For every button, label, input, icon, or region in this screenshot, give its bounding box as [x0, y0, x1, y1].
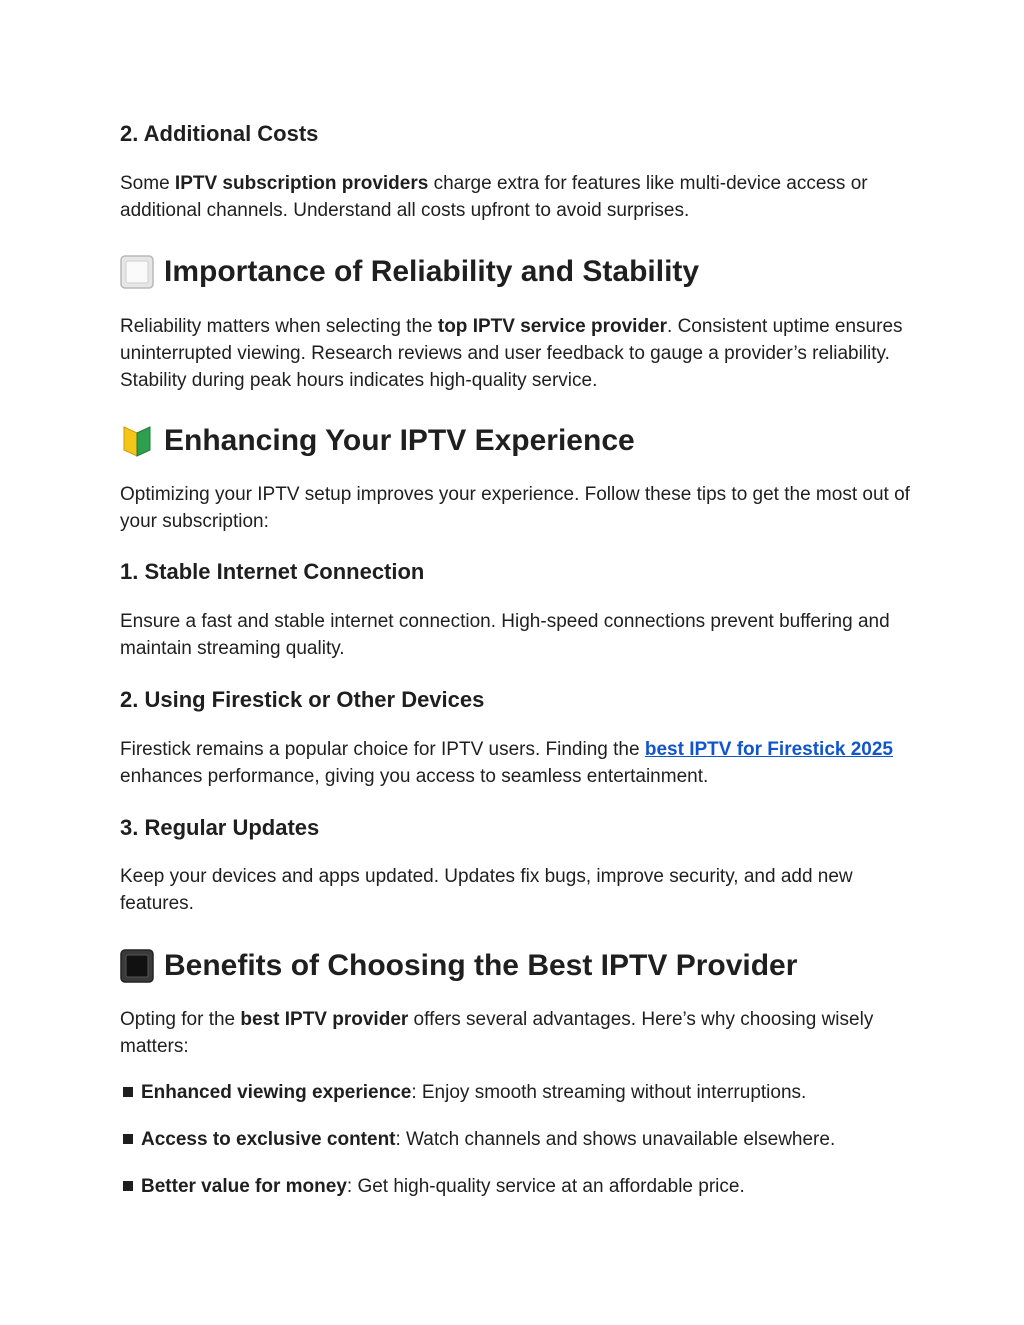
paragraph-reliability: [120, 313, 910, 394]
black-square-button-icon: [120, 949, 154, 983]
heading-text: Importance of Reliability and Stability: [164, 255, 700, 288]
paragraph-firestick: [120, 736, 910, 790]
text-span: : Watch channels and shows unavailable elsewhere.: [395, 1129, 836, 1150]
paragraph-stable-internet: Ensure a fast and stable internet connection. High-speed connections prevent buffering and maintain streaming quality.: [120, 611, 890, 659]
best-iptv-firestick-link[interactable]: best IPTV for Firestick 2025: [644, 739, 894, 760]
heading-additional-costs: 2. Additional Costs: [120, 121, 319, 146]
bold-span: best IPTV provider: [240, 1009, 409, 1030]
heading-text: Benefits of Choosing the Best IPTV Provider: [164, 949, 798, 982]
paragraph-regular-updates: Keep your devices and apps updated. Updates fix bugs, improve security, and add new features.: [120, 866, 853, 914]
list-item: [120, 1173, 910, 1200]
square-bullet-icon: [123, 1134, 133, 1144]
text-span: charge extra for features like multi-device access or additional channels. Understand all costs upfront to avoid surprises.: [120, 173, 868, 221]
text-span: Some: [120, 173, 175, 194]
heading-stable-internet: 1. Stable Internet Connection: [120, 559, 425, 584]
beginner-symbol-icon: [120, 424, 154, 458]
text-span: Reliability matters when selecting the: [120, 316, 438, 337]
heading-firestick: 2. Using Firestick or Other Devices: [120, 687, 485, 712]
text-span: : Enjoy smooth streaming without interruptions.: [411, 1082, 807, 1103]
bold-span: Enhanced viewing experience: [141, 1082, 412, 1103]
heading-benefits: [120, 947, 797, 985]
paragraph-additional-costs: [120, 170, 910, 224]
text-span: offers several advantages. Here’s why choosing wisely matters:: [120, 1009, 874, 1057]
text-span: : Get high-quality service at an affordable price.: [346, 1176, 745, 1197]
text-span: Firestick remains a popular choice for IPTV users. Finding the: [120, 739, 645, 760]
heading-text: Enhancing Your IPTV Experience: [164, 424, 635, 457]
paragraph-benefits: [120, 1006, 910, 1060]
bold-span: top IPTV service provider: [437, 316, 668, 337]
list-item: [120, 1079, 910, 1106]
heading-enhancing: [120, 422, 635, 460]
text-span: Opting for the: [120, 1009, 241, 1030]
heading-reliability: [120, 253, 699, 291]
text-span: . Consistent uptime ensures uninterrupted viewing. Research reviews and user feedback to gauge a provider’s reliability. Stability during peak hours indicates high-quality service.: [120, 316, 903, 391]
bold-span: IPTV subscription providers: [174, 173, 429, 194]
heading-regular-updates: 3. Regular Updates: [120, 815, 320, 840]
paragraph-enhancing: Optimizing your IPTV setup improves your experience. Follow these tips to get the most out of your subscription:: [120, 484, 910, 532]
bold-span: Access to exclusive content: [141, 1129, 396, 1150]
text-span: enhances performance, giving you access to seamless entertainment.: [120, 766, 709, 787]
square-bullet-icon: [123, 1181, 133, 1191]
list-item: [120, 1126, 910, 1153]
square-bullet-icon: [123, 1087, 133, 1097]
white-square-button-icon: [120, 255, 154, 289]
bold-span: Better value for money: [141, 1176, 347, 1197]
